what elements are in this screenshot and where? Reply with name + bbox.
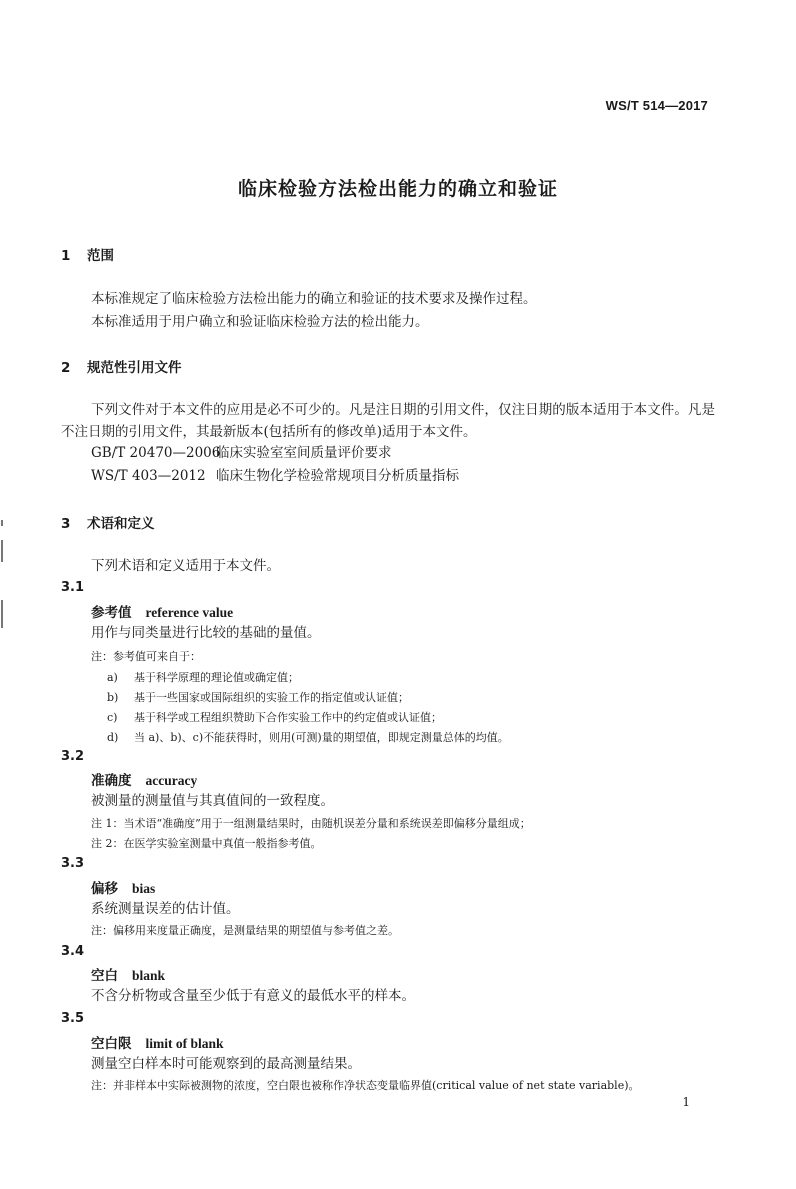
reference-item bbox=[91, 465, 459, 488]
term-definition: 系统测量误差的估计值。 bbox=[91, 901, 240, 917]
note-item-text: 基于一些国家或国际组织的实验工作的指定值或认证值； bbox=[134, 691, 409, 704]
note-item-label: a) bbox=[107, 671, 118, 684]
term-english: bias bbox=[132, 881, 156, 896]
reference-code: GB/T 20470—2006 bbox=[91, 445, 221, 461]
note-item-text: 当 a)、b)、c)不能获得时，则用(可测)量的期望值，即规定测量总体的均值。 bbox=[134, 731, 509, 744]
term-chinese: 空白 bbox=[91, 968, 118, 984]
scan-mark bbox=[1, 540, 3, 562]
term-heading bbox=[91, 769, 197, 789]
term-chinese: 参考值 bbox=[91, 605, 132, 621]
note: 注：并非样本中实际被测物的浓度，空白限也被称作净状态变量临界值(critical value of net state variable)。 bbox=[91, 1079, 640, 1092]
term-chinese: 偏移 bbox=[91, 881, 118, 897]
section-title: 术语和定义 bbox=[87, 516, 155, 532]
section-1-heading bbox=[61, 244, 114, 264]
note: 注 2：在医学实验室测量中真值一般指参考值。 bbox=[91, 837, 322, 850]
term-chinese: 准确度 bbox=[91, 773, 132, 789]
note-item-label: d) bbox=[107, 731, 119, 744]
note-item-label: c) bbox=[107, 711, 118, 724]
note-item bbox=[107, 729, 509, 745]
term-number: 3.1 bbox=[61, 580, 85, 595]
term-english: limit of blank bbox=[145, 1036, 224, 1051]
document-title: 临床检验方法检出能力的确立和验证 bbox=[237, 178, 558, 200]
standard-code: WS/T 514—2017 bbox=[605, 98, 708, 113]
term-heading bbox=[91, 1032, 224, 1052]
section-3-heading bbox=[61, 512, 155, 532]
reference-code: WS/T 403—2012 bbox=[91, 468, 206, 484]
term-heading bbox=[91, 964, 165, 984]
note-item-label: b) bbox=[107, 691, 119, 704]
term-definition: 被测量的测量值与其真值间的一致程度。 bbox=[91, 793, 334, 809]
term-english: accuracy bbox=[145, 773, 198, 788]
reference-item bbox=[91, 442, 392, 465]
term-definition: 测量空白样本时可能观察到的最高测量结果。 bbox=[91, 1056, 361, 1072]
section-number: 1 bbox=[61, 248, 71, 264]
term-number: 3.5 bbox=[61, 1011, 85, 1026]
note-item bbox=[107, 689, 409, 705]
section-title: 范围 bbox=[87, 248, 114, 264]
term-english: reference value bbox=[145, 605, 234, 620]
note: 注：参考值可来自于： bbox=[91, 650, 201, 663]
term-english: blank bbox=[132, 968, 166, 983]
section-number: 3 bbox=[61, 516, 71, 532]
term-number: 3.4 bbox=[61, 944, 85, 959]
term-number: 3.3 bbox=[61, 856, 85, 871]
term-chinese: 空白限 bbox=[91, 1036, 132, 1052]
note: 注 1：当术语“准确度”用于一组测量结果时，由随机误差分量和系统误差即偏移分量组成； bbox=[91, 817, 531, 830]
term-heading bbox=[91, 601, 233, 621]
note-item bbox=[107, 669, 299, 685]
scan-mark bbox=[1, 600, 3, 628]
term-heading bbox=[91, 877, 155, 897]
term-definition: 不含分析物或含量至少低于有意义的最低水平的样本。 bbox=[91, 988, 415, 1004]
reference-title: 临床实验室室间质量评价要求 bbox=[216, 445, 392, 461]
section-title: 规范性引用文件 bbox=[87, 360, 182, 376]
note-item-text: 基于科学或工程组织赞助下合作实验工作中的约定值或认证值； bbox=[134, 711, 442, 724]
paragraph: 本标准适用于用户确立和验证临床检验方法的检出能力。 bbox=[91, 314, 429, 330]
note-item-text: 基于科学原理的理论值或确定值； bbox=[134, 671, 299, 684]
section-number: 2 bbox=[61, 360, 71, 376]
reference-title: 临床生物化学检验常规项目分析质量指标 bbox=[216, 468, 459, 484]
note: 注：偏移用来度量正确度，是测量结果的期望值与参考值之差。 bbox=[91, 924, 399, 937]
term-number: 3.2 bbox=[61, 749, 85, 764]
term-definition: 用作与同类量进行比较的基础的量值。 bbox=[91, 625, 321, 641]
page-number: 1 bbox=[682, 1095, 690, 1109]
paragraph: 下列术语和定义适用于本文件。 bbox=[91, 558, 280, 574]
note-item bbox=[107, 709, 442, 725]
section-2-heading bbox=[61, 356, 182, 376]
paragraph: 下列文件对于本文件的应用是必不可少的。凡是注日期的引用文件，仅注日期的版本适用于本文件。凡是不注日期的引用文件，其最新版本(包括所有的修改单)适用于本文件。 bbox=[61, 402, 715, 440]
paragraph: 本标准规定了临床检验方法检出能力的确立和验证的技术要求及操作过程。 bbox=[91, 291, 537, 307]
scan-mark bbox=[1, 520, 3, 526]
